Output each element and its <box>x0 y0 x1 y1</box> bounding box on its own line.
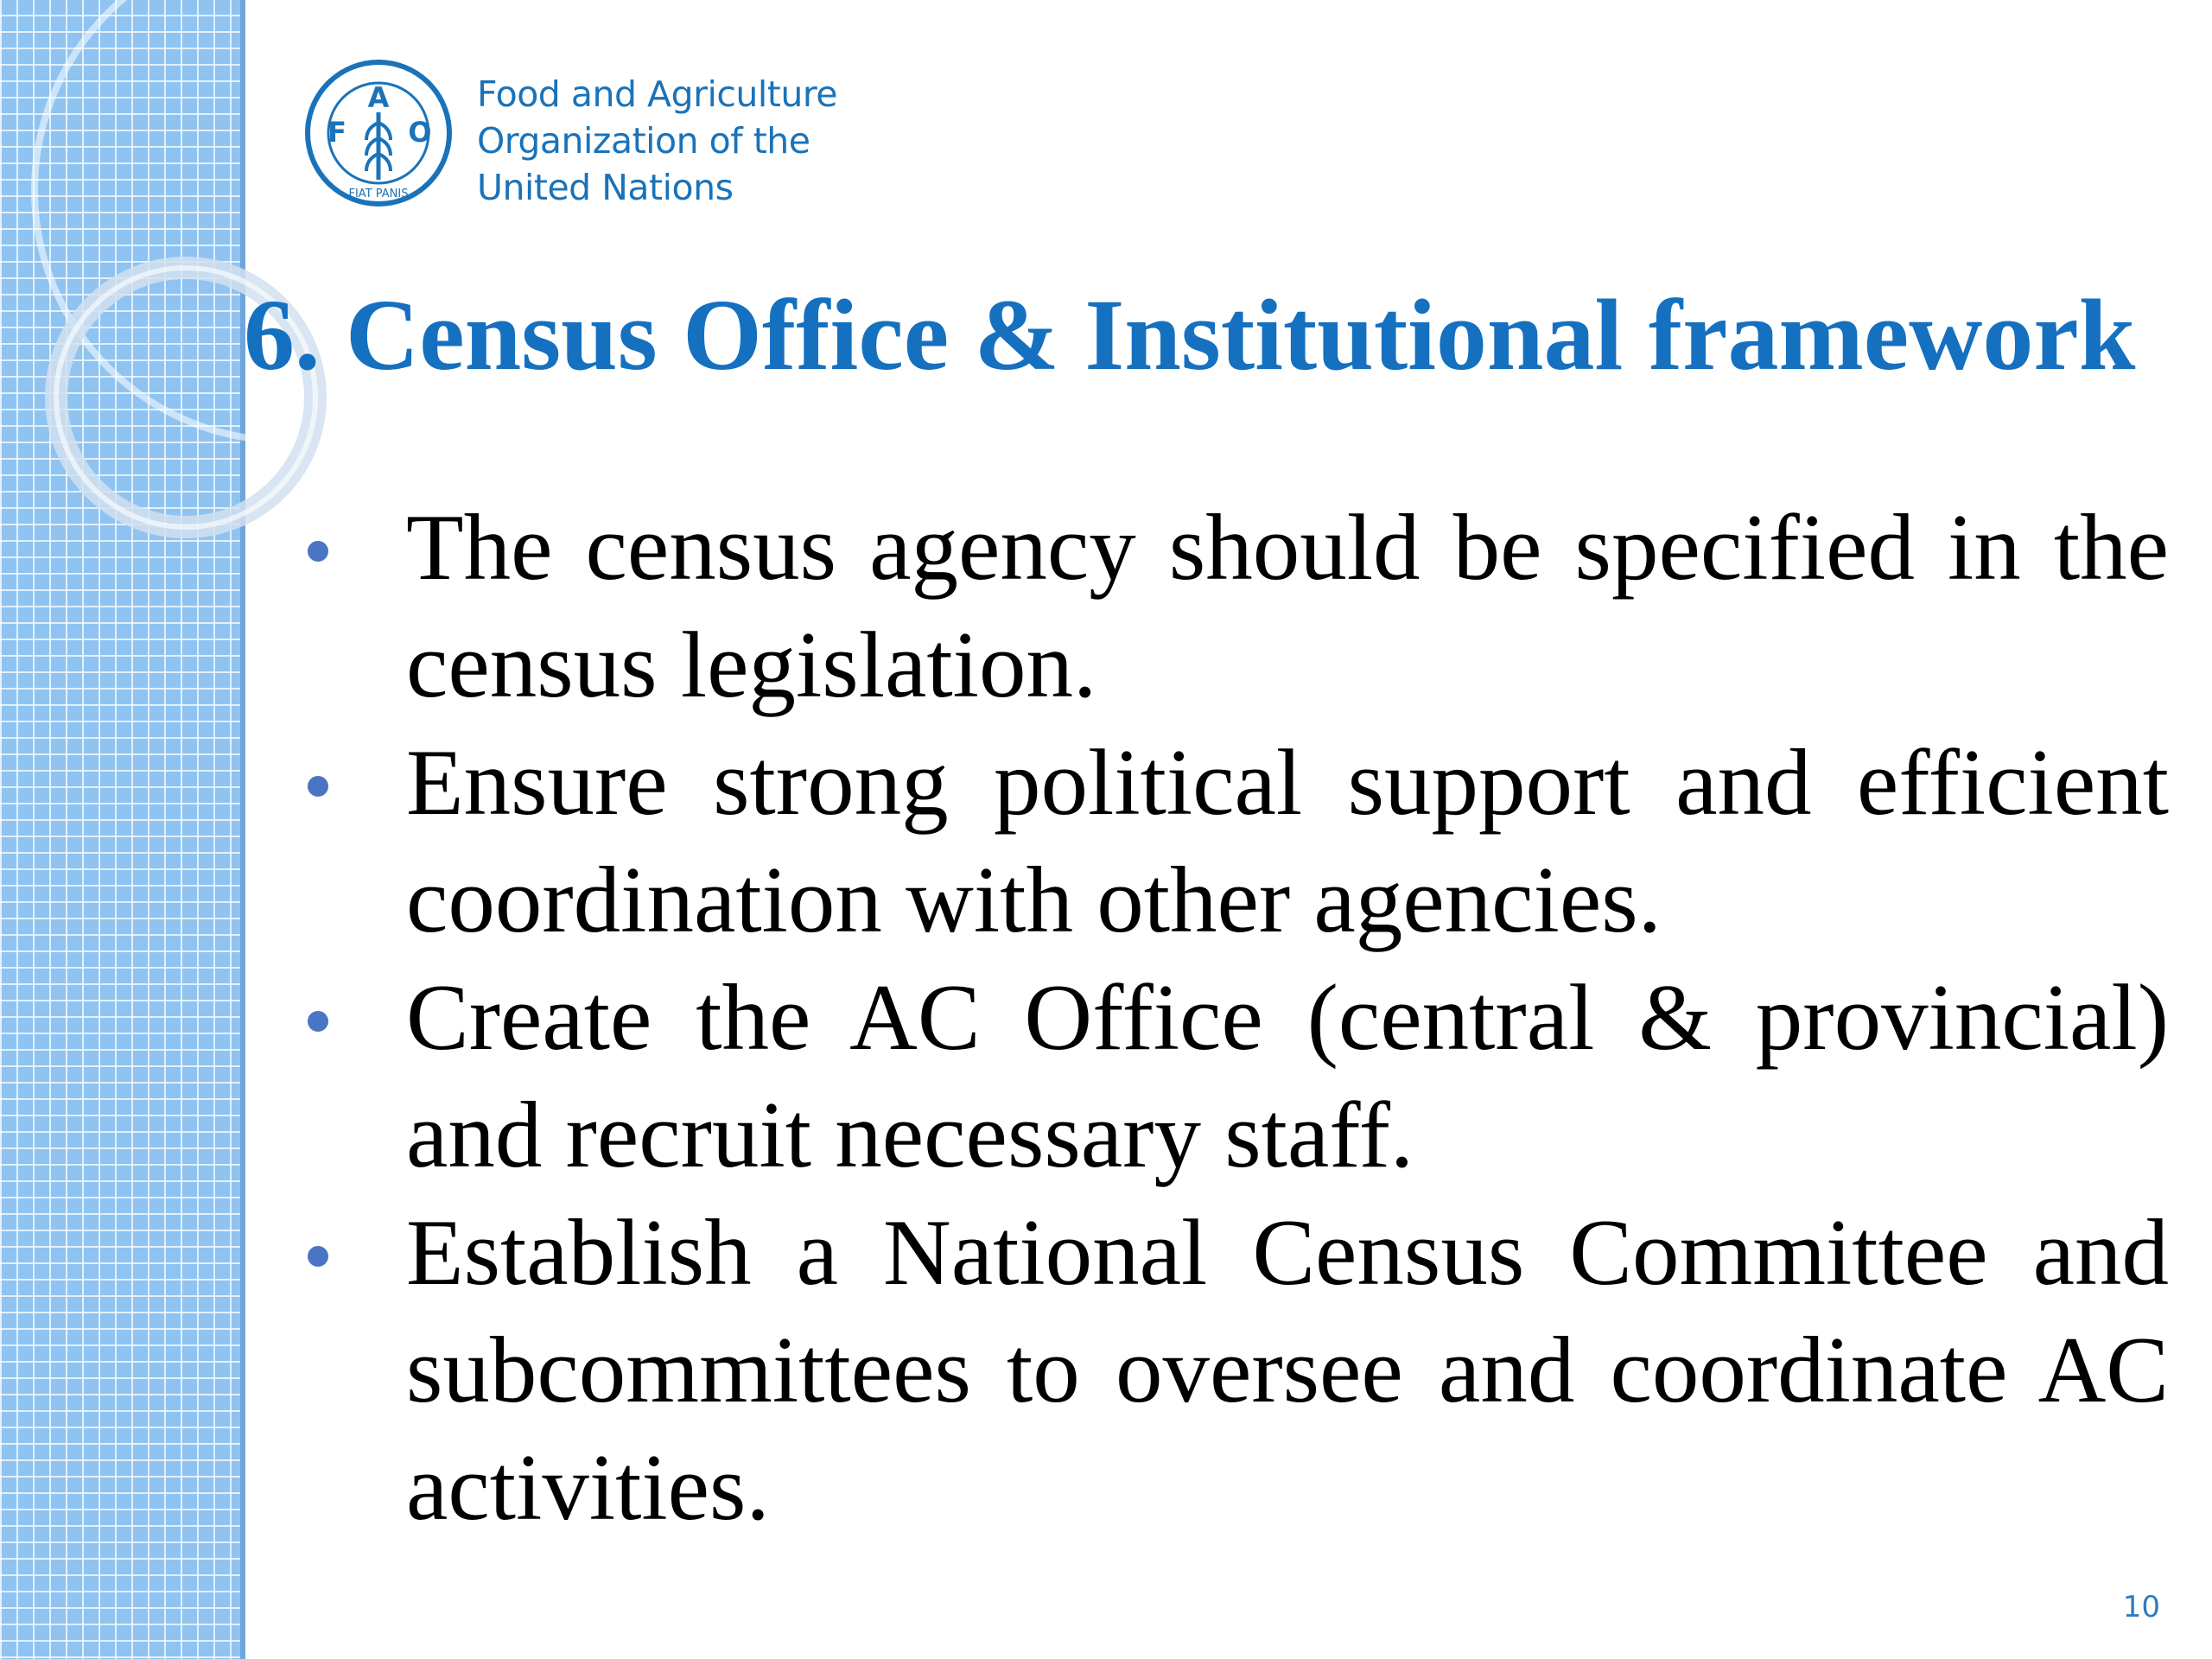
bullet-list <box>294 489 2169 1547</box>
bullet-text: Create the AC Office (central & provincial) and recruit necessary staff. <box>406 965 2169 1187</box>
bullet-item <box>294 724 2169 959</box>
emblem-letter-o: O <box>408 116 432 149</box>
logo-text-line-2: Organization of the <box>477 120 810 162</box>
emblem-letter-a: A <box>367 81 390 114</box>
slide-title: 6. Census Office & Institutional framework <box>244 278 2136 391</box>
fao-emblem-icon <box>304 59 453 207</box>
bullet-item <box>294 1194 2169 1547</box>
side-band-edge <box>240 0 245 1659</box>
bullet-dot-icon <box>308 541 328 562</box>
bullet-text: Ensure strong political support and efficient coordination with other agencies. <box>406 730 2169 952</box>
bullet-text: The census agency should be specified in the census legislation. <box>406 495 2169 717</box>
bullet-dot-icon <box>308 1011 328 1032</box>
decorative-side-band <box>0 0 245 1659</box>
logo-text-line-1: Food and Agriculture <box>477 73 837 115</box>
logo-text-line-3: United Nations <box>477 167 734 208</box>
bullet-dot-icon <box>308 1246 328 1267</box>
fao-logo <box>304 59 857 214</box>
page-number: 10 <box>2122 1590 2160 1624</box>
emblem-letter-f: F <box>327 116 346 149</box>
emblem-motto: FIAT PANIS <box>348 188 409 200</box>
bullet-dot-icon <box>308 776 328 797</box>
bullet-item <box>294 489 2169 724</box>
bullet-text: Establish a National Census Committee and subcommittees to oversee and coordinate AC activities. <box>406 1200 2169 1540</box>
bullet-item <box>294 959 2169 1194</box>
fao-logo-text <box>477 71 837 211</box>
